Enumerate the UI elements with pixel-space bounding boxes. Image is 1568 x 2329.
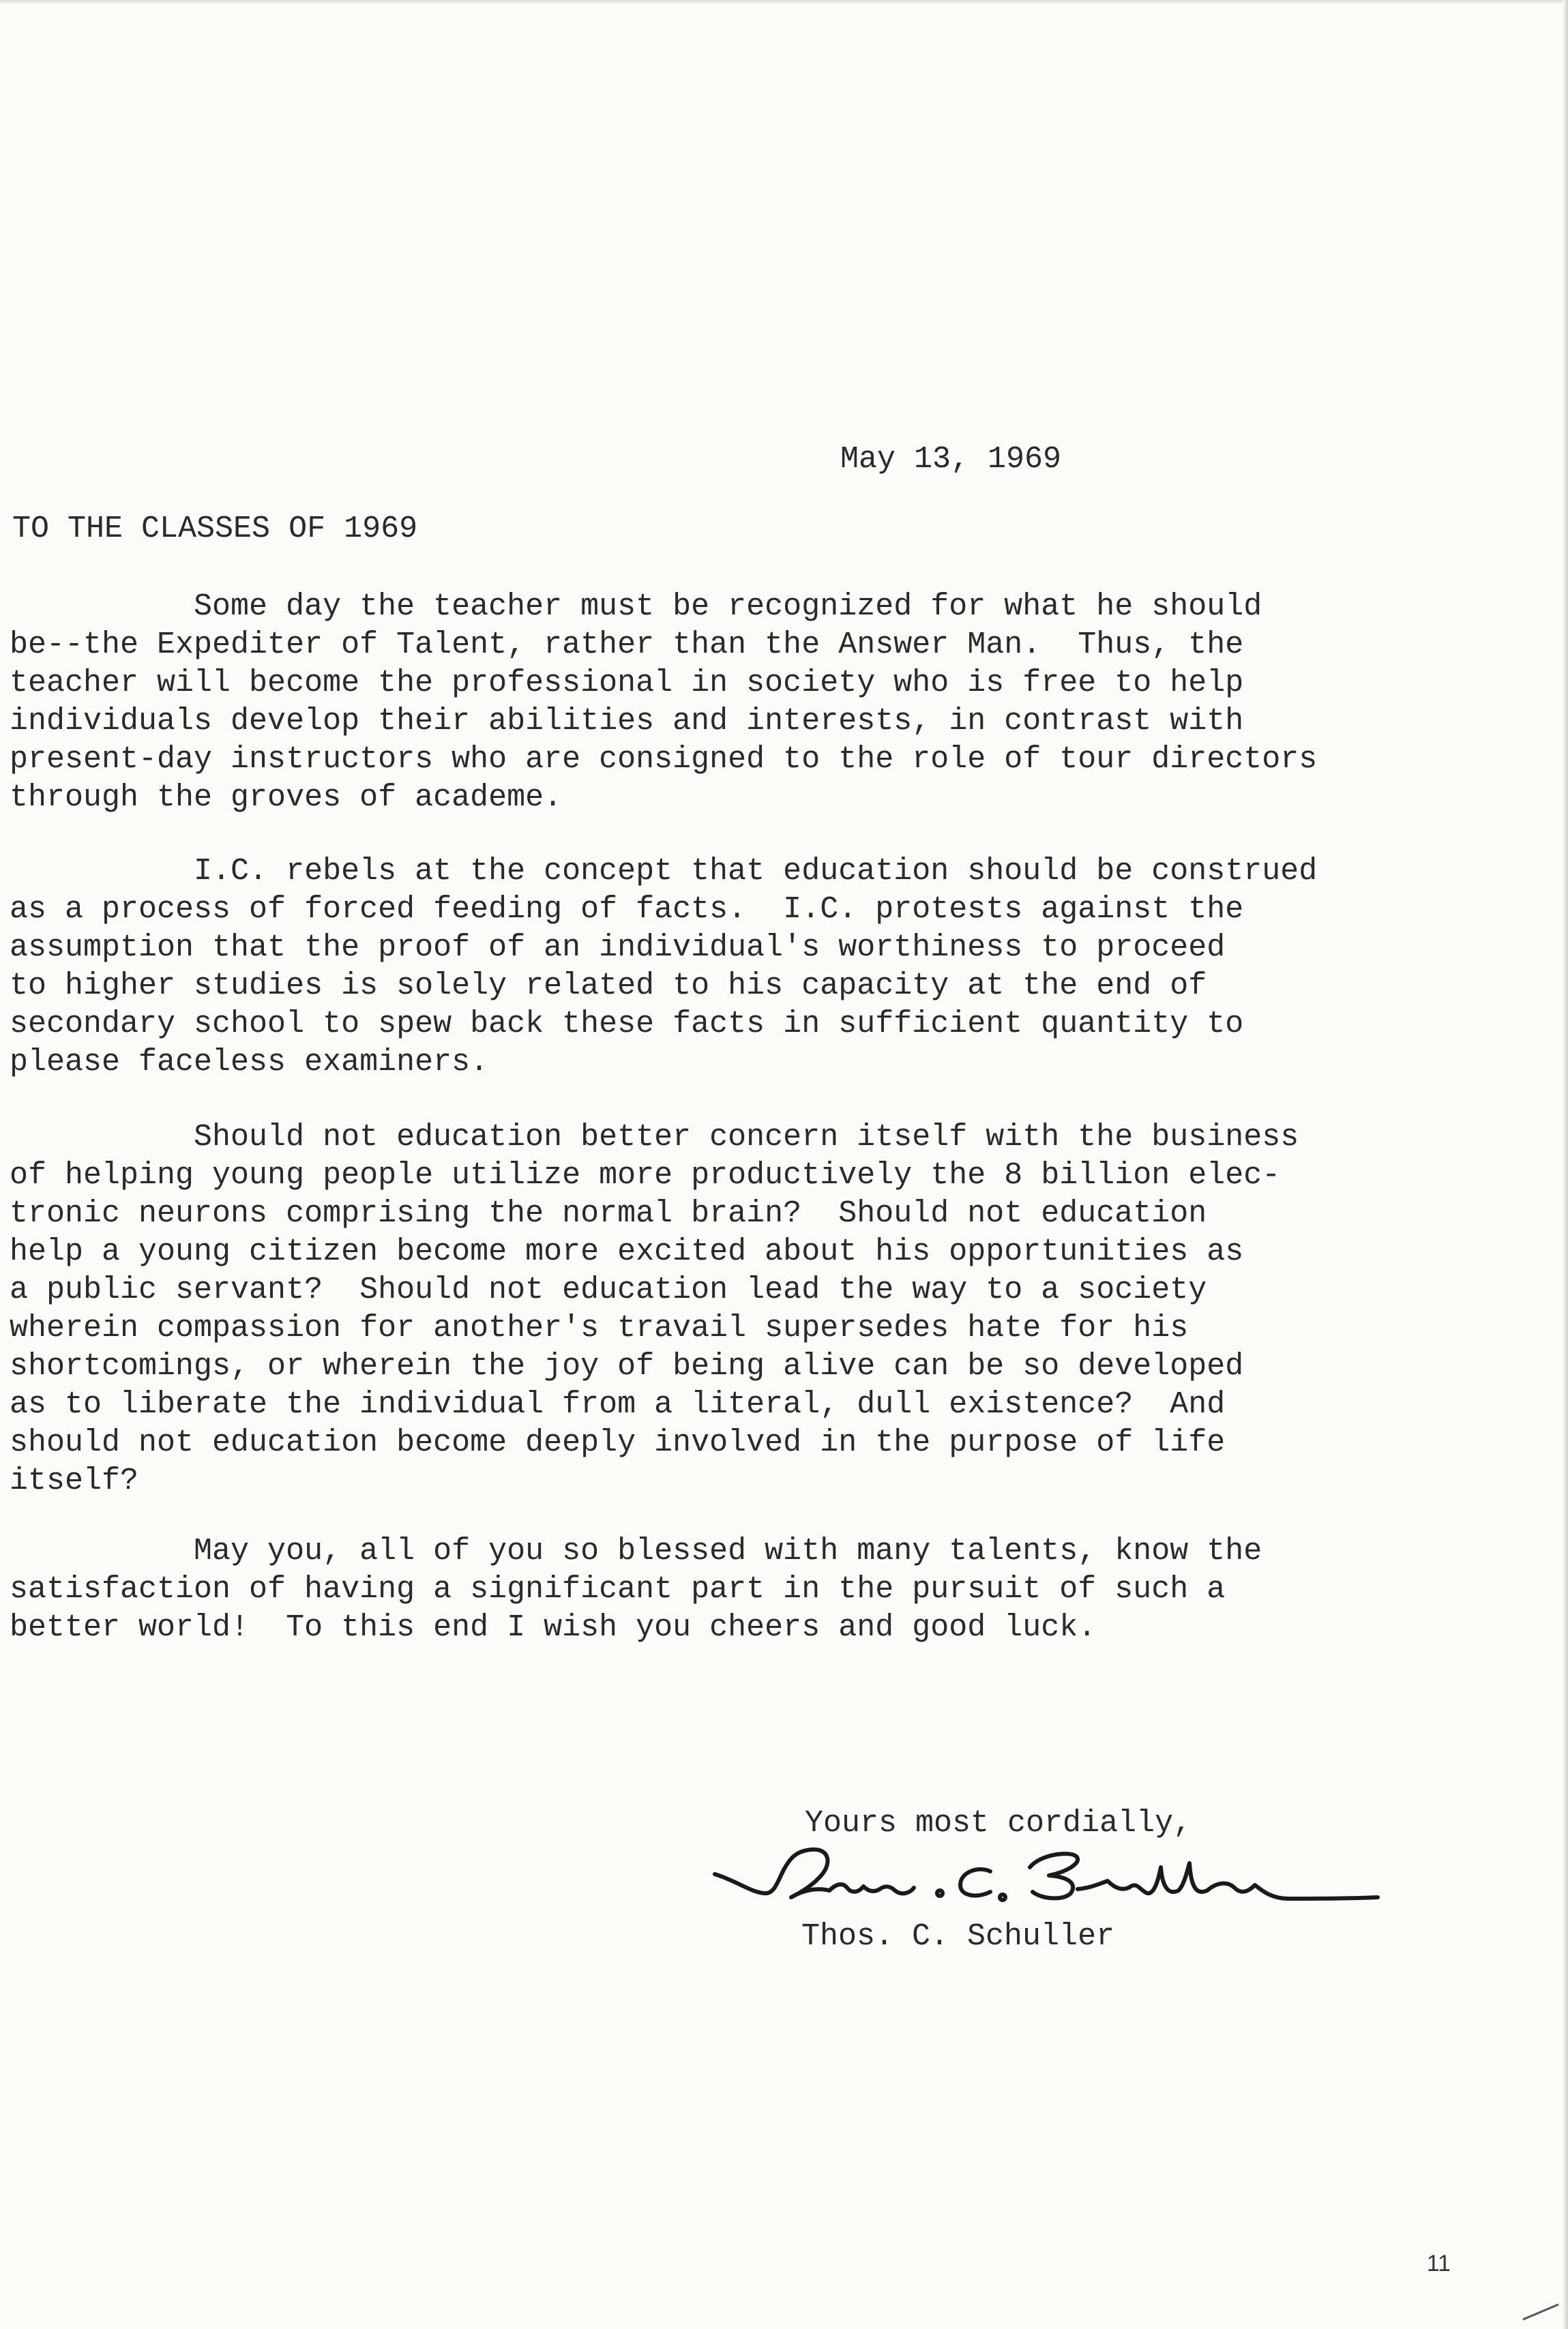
letter-paragraph-3	[10, 1118, 1299, 1500]
paragraph-line: teacher will become the professional in society who is free to help	[10, 666, 1244, 700]
paragraph-line: as a process of forced feeding of facts. I.C. protests against the	[10, 892, 1244, 927]
paragraph-line: secondary school to spew back these facts in sufficient quantity to	[10, 1007, 1244, 1041]
paragraph-line: please faceless examiners.	[10, 1045, 489, 1080]
paragraph-line: tronic neurons comprising the normal brain? Should not education	[10, 1196, 1207, 1231]
paragraph-line: through the groves of academe.	[10, 780, 563, 815]
paragraph-line: itself?	[10, 1464, 139, 1498]
handwritten-signature	[709, 1833, 1385, 1915]
letter-closing: Yours most cordially,	[805, 1806, 1192, 1841]
paragraph-line: to higher studies is solely related to his capacity at the end of	[10, 968, 1207, 1003]
paragraph-line: Some day the teacher must be recognized for what he should	[10, 589, 1262, 624]
paragraph-line: help a young citizen become more excited about his opportunities as	[10, 1234, 1244, 1269]
page-number: 11	[1426, 2251, 1451, 2276]
page-corner-curl	[1520, 2295, 1561, 2322]
page-right-edge	[1563, 0, 1568, 2329]
paragraph-line: assumption that the proof of an individual's worthiness to proceed	[10, 930, 1226, 965]
paragraph-line: as to liberate the individual from a literal, dull existence? And	[10, 1387, 1226, 1422]
letter-date: May 13, 1969	[840, 442, 1062, 477]
letter-paragraph-4	[10, 1532, 1262, 1647]
paragraph-line: better world! To this end I wish you cheers and good luck.	[10, 1610, 1097, 1645]
paragraph-line: should not education become deeply involved in the purpose of life	[10, 1425, 1226, 1460]
page-top-edge	[0, 0, 1568, 4]
paragraph-line: individuals develop their abilities and interests, in contrast with	[10, 704, 1244, 739]
paragraph-line: wherein compassion for another's travail supersedes hate for his	[10, 1311, 1189, 1346]
paragraph-line: present-day instructors who are consigned to the role of tour directors	[10, 742, 1318, 777]
letter-paragraph-2	[10, 852, 1317, 1082]
paragraph-line: I.C. rebels at the concept that education should be construed	[10, 854, 1318, 889]
paragraph-line: shortcomings, or wherein the joy of being alive can be so developed	[10, 1349, 1244, 1384]
paragraph-line: be--the Expediter of Talent, rather than the Answer Man. Thus, the	[10, 627, 1244, 662]
paragraph-line: a public servant? Should not education lead the way to a society	[10, 1273, 1207, 1307]
paragraph-line: of helping young people utilize more productively the 8 billion elec-	[10, 1158, 1281, 1193]
paragraph-line: Should not education better concern itself with the business	[10, 1120, 1299, 1155]
paragraph-line: satisfaction of having a significant part in the pursuit of such a	[10, 1572, 1226, 1607]
paragraph-line: May you, all of you so blessed with many talents, know the	[10, 1534, 1262, 1569]
letter-paragraph-1	[10, 588, 1317, 817]
letter-salutation: TO THE CLASSES OF 1969	[12, 511, 418, 546]
signer-name: Thos. C. Schuller	[801, 1919, 1115, 1954]
